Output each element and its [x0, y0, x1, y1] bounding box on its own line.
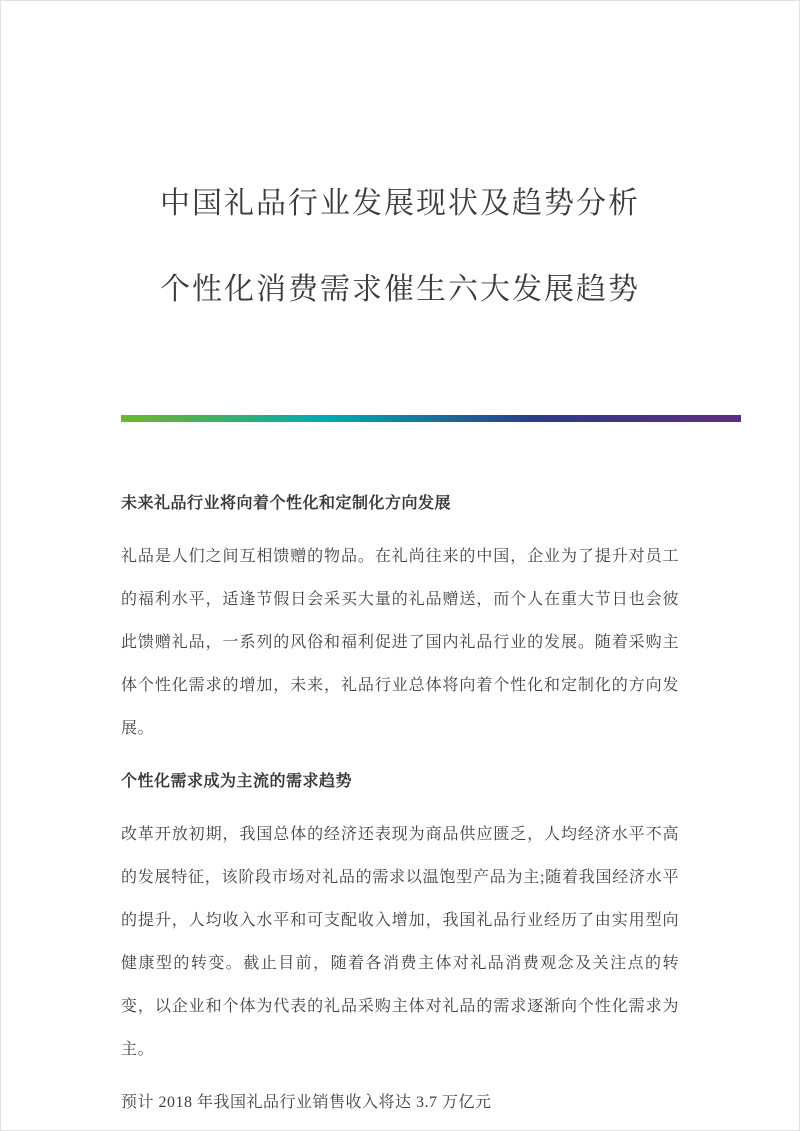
- document-title-line1: 中国礼品行业发展现状及趋势分析: [160, 187, 640, 220]
- document-title-line2: 个性化消费需求催生六大发展趋势: [160, 273, 640, 306]
- paragraph-1: 礼品是人们之间互相馈赠的物品。在礼尚往来的中国，企业为了提升对员工的福利水平，适逢节假日会采买大量的礼品赠送，而个人在重大节日也会彼此馈赠礼品，一系列的风俗和福利促进了国内礼品行业的发展。随着采购主体个性化需求的增加，未来，礼品行业总体将向着个性化和定制化的方向发展。: [121, 548, 679, 737]
- section-heading-1: 未来礼品行业将向着个性化和定制化方向发展: [121, 495, 452, 512]
- paragraph-2: 改革开放初期，我国总体的经济还表现为商品供应匮乏，人均经济水平不高的发展特征，该阶段市场对礼品的需求以温饱型产品为主;随着我国经济水平的提升，人均收入水平和可支配收入增加，我国礼品行业经历了由实用型向健康型的转变。截止目前，随着各消费主体对礼品消费观念及关注点的转变，以企业和个体为代表的礼品采购主体对礼品的需求逐渐向个性化需求为主。: [121, 826, 679, 1058]
- gradient-divider: [121, 415, 741, 422]
- section-heading-2: 个性化需求成为主流的需求趋势: [121, 773, 353, 790]
- forecast-caption: 预计 2018 年我国礼品行业销售收入将达 3.7 万亿元: [121, 1094, 492, 1111]
- document-body: [1, 422, 799, 1124]
- title-block: [1, 1, 799, 307]
